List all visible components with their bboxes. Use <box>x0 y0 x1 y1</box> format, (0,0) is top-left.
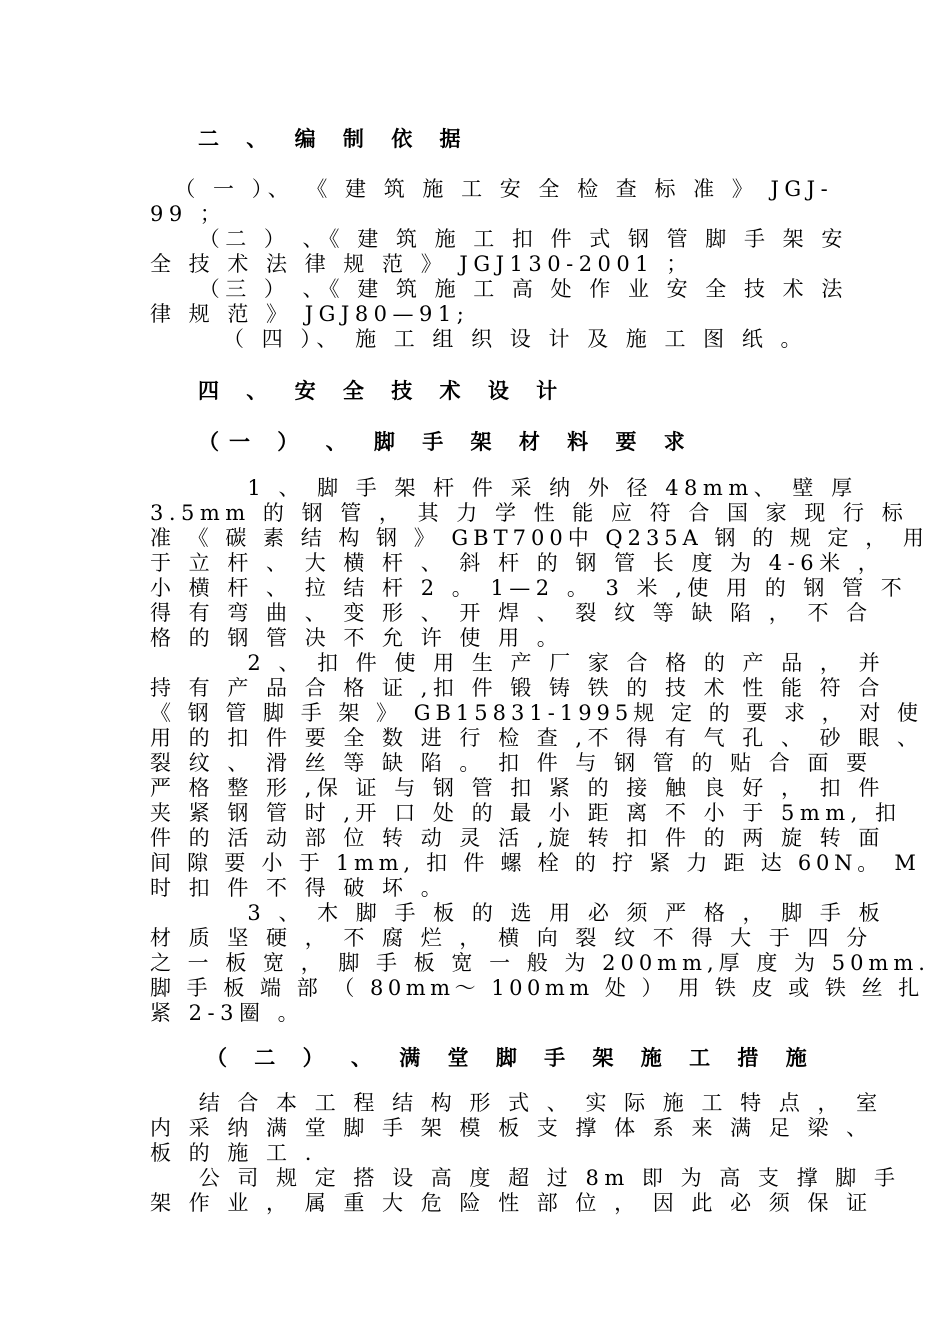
subsection-heading-materials: （一 ） 、 脚 手 架 材 料 要 求 <box>198 429 695 454</box>
body-line: 小 横 杆 、 拉 结 杆 2 。 1—2 。 3 米 ,使 用 的 钢 管 不 <box>150 576 908 600</box>
body-line: 时 扣 件 不 得 破 坏 。 <box>150 876 448 900</box>
body-line: 《 钢 管 脚 手 架 》 GB15831-1995规 定 的 要 求 ， 对 使 <box>150 701 924 725</box>
body-line: 格 的 钢 管 决 不 允 许 使 用 。 <box>150 626 564 650</box>
body-line: 材 质 坚 硬 ， 不 腐 烂 ， 横 向 裂 纹 不 得 大 于 四 分 <box>150 926 873 950</box>
body-line: 用 的 扣 件 要 全 数 进 行 检 查 ,不 得 有 气 孔 、 砂 眼 、 <box>150 726 924 750</box>
body-line: 严 格 整 形 ,保 证 与 钢 管 扣 紧 的 接 触 良 好 ， 扣 件 <box>150 776 885 800</box>
body-line: 得 有 弯 曲 、 变 形 、 开 焊 、 裂 纹 等 缺 陷 ， 不 合 <box>150 601 873 625</box>
body-line: 持 有 产 品 合 格 证 ,扣 件 锻 铸 铁 的 技 术 性 能 符 合 <box>150 676 885 700</box>
body-line: 脚 手 板 端 部 （ 80mm～ 100mm 处 ） 用 铁 皮 或 铁 丝 扎 <box>150 976 924 1000</box>
basis-line: 99 ； <box>150 202 227 226</box>
body-line: 夹 紧 钢 管 时 ,开 口 处 的 最 小 距 离 不 小 于 5mm, 扣 <box>150 801 902 825</box>
body-line: 于 立 杆 、 大 横 杆 、 斜 杆 的 钢 管 长 度 为 4-6米 ， <box>150 551 885 575</box>
body-line: 板 的 施 工 . <box>150 1141 317 1165</box>
body-line: 3.5mm 的 钢 管 ， 其 力 学 性 能 应 符 合 国 家 现 行 标 <box>150 501 909 525</box>
basis-line: （ 四 ）、 施 工 组 织 设 计 及 施 工 图 纸 。 <box>150 327 808 351</box>
body-line: 3 、 木 脚 手 板 的 选 用 必 须 严 格 ， 脚 手 板 <box>150 901 886 925</box>
body-line: 裂 纹 、 滑 丝 等 缺 陷 。 扣 件 与 钢 管 的 贴 合 面 要 <box>150 751 873 775</box>
section-heading-design: 四 、 安 全 技 术 设 计 <box>198 378 568 403</box>
basis-line: （二 ） 、《 建 筑 施 工 扣 件 式 钢 管 脚 手 架 安 <box>150 227 848 251</box>
section-heading-basis: 二 、 编 制 依 据 <box>198 126 471 151</box>
body-line: 紧 2-3圈 。 <box>150 1001 305 1025</box>
body-line: 1 、 脚 手 架 杆 件 采 纳 外 径 48mm、 壁 厚 <box>150 476 858 500</box>
body-line: 之 一 板 宽 ， 脚 手 板 宽 一 般 为 200mm,厚 度 为 50mm. <box>150 951 930 975</box>
body-line: 内 采 纳 满 堂 脚 手 架 模 板 支 撑 体 系 来 满 足 梁 、 <box>150 1116 873 1140</box>
body-line: 间 隙 要 小 于 1mm, 扣 件 螺 栓 的 拧 紧 力 距 达 60N。 M <box>150 851 921 875</box>
body-line: 结 合 本 工 程 结 构 形 式 、 实 际 施 工 特 点 ， 室 <box>150 1091 883 1115</box>
body-line: 公 司 规 定 搭 设 高 度 超 过 8m 即 为 高 支 撑 脚 手 <box>150 1166 901 1190</box>
body-line: 件 的 活 动 部 位 转 动 灵 活 ,旋 转 扣 件 的 两 旋 转 面 <box>150 826 885 850</box>
basis-line: 律 规 范 》 JGJ80—91; <box>150 302 470 326</box>
body-line: 架 作 业 ， 属 重 大 危 险 性 部 位 ， 因 此 必 须 保 证 <box>150 1191 873 1215</box>
body-line: 2 、 扣 件 使 用 生 产 厂 家 合 格 的 产 品 ， 并 <box>150 651 886 675</box>
subsection-heading-scaffold-measures: （ 二 ） 、 满 堂 脚 手 架 施 工 措 施 <box>206 1045 817 1070</box>
basis-line: （ 一 ）、 《 建 筑 施 工 安 全 检 查 标 准 》 JGJ- <box>150 177 834 201</box>
body-line: 准 《 碳 素 结 构 钢 》 GBT700中 Q235A 钢 的 规 定 ， 用 <box>150 526 929 550</box>
basis-line: （三 ） 、《 建 筑 施 工 高 处 作 业 安 全 技 术 法 <box>150 277 848 301</box>
basis-line: 全 技 术 法 律 规 范 》 JGJ130-2001 ； <box>150 252 693 276</box>
